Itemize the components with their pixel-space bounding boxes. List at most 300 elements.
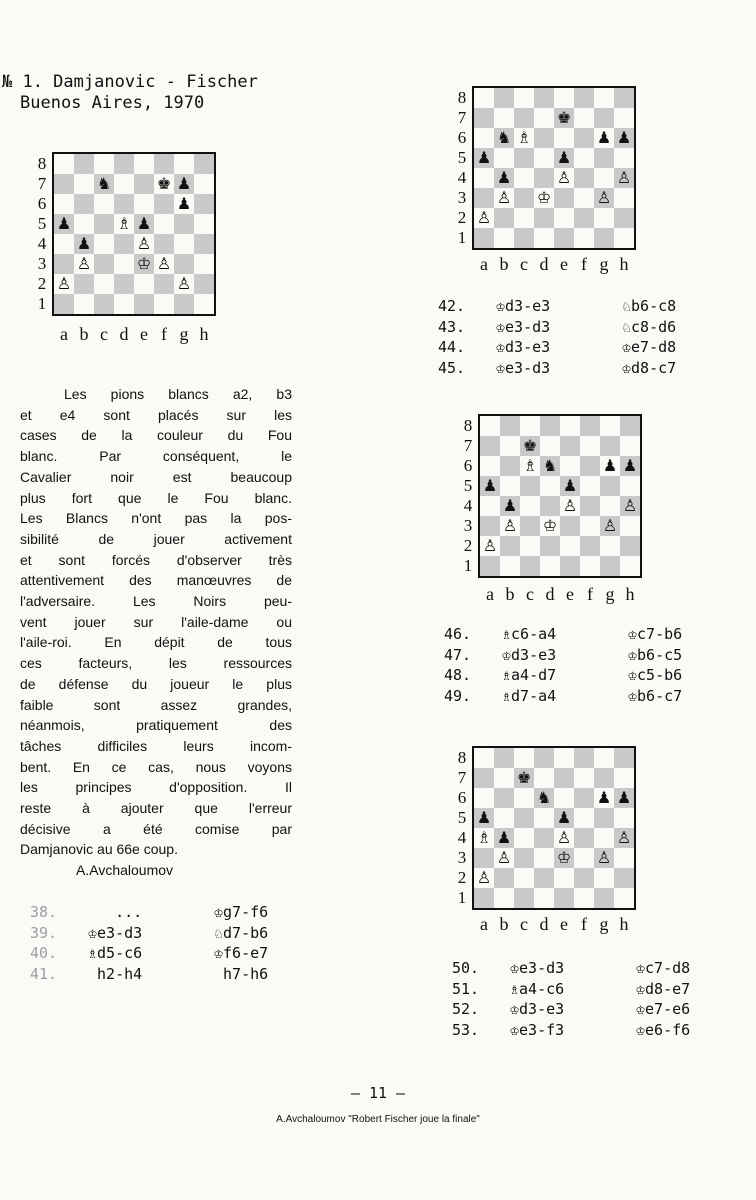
- white-move: ♔d3-e3: [496, 297, 551, 315]
- square-h7: [614, 768, 634, 788]
- black-pawn-icon: ♟: [562, 476, 578, 495]
- square-a7: [54, 174, 74, 194]
- square-a5: [54, 214, 74, 234]
- file-label: d: [539, 914, 549, 934]
- rank-label: 1: [463, 556, 473, 575]
- square-c8: [520, 416, 540, 436]
- square-f4: [580, 496, 600, 516]
- move-list-46-49: [444, 624, 728, 706]
- move-row: [30, 943, 314, 964]
- square-g4: [594, 828, 614, 848]
- square-a8: [480, 416, 500, 436]
- square-h3: [620, 516, 640, 536]
- square-d1: [534, 228, 554, 248]
- rank-label: 4: [37, 234, 47, 253]
- square-d5: [534, 148, 554, 168]
- white-pawn-icon: ♙: [482, 536, 498, 555]
- square-b2: [74, 274, 94, 294]
- white-bishop-icon: ♗: [522, 456, 538, 475]
- square-g6: [174, 194, 194, 214]
- move-number: 51.: [452, 979, 480, 998]
- square-c7: [520, 436, 540, 456]
- square-b3: [494, 848, 514, 868]
- black-move: ♔e7-d8: [622, 338, 677, 356]
- square-g1: [594, 888, 614, 908]
- move-number: 45.: [438, 358, 466, 377]
- square-a8: [54, 154, 74, 174]
- move-number: 50.: [452, 959, 480, 977]
- square-a1: [480, 556, 500, 576]
- black-pawn-icon: ♟: [616, 788, 632, 807]
- black-king-icon: ♚: [516, 768, 532, 787]
- square-a2: [54, 274, 74, 294]
- square-h7: [194, 174, 214, 194]
- square-c1: [94, 294, 114, 314]
- square-d2: [534, 208, 554, 228]
- square-b7: [494, 768, 514, 788]
- square-a6: [474, 788, 494, 808]
- commentary-line: décisive a été comise par: [20, 820, 292, 837]
- file-label: d: [119, 324, 129, 344]
- move-row: [444, 686, 728, 707]
- square-e8: [554, 748, 574, 768]
- file-label: f: [161, 324, 167, 344]
- white-move: ♔e3-d3: [510, 959, 565, 977]
- square-f1: [574, 888, 594, 908]
- square-c5: [520, 476, 540, 496]
- black-move: ♘c8-d6: [622, 317, 677, 336]
- square-c2: [514, 208, 534, 228]
- square-a8: [474, 748, 494, 768]
- square-g8: [594, 748, 614, 768]
- game-title-players: № 1. Damjanovic - Fischer: [2, 72, 258, 92]
- square-e2: [554, 868, 574, 888]
- rank-labels: [460, 416, 476, 576]
- white-pawn-icon: ♙: [556, 168, 572, 187]
- white-move: ♗a4-d7: [502, 666, 557, 684]
- square-d1: [114, 294, 134, 314]
- square-b5: [74, 214, 94, 234]
- move-number: 40.: [30, 944, 58, 962]
- square-e8: [134, 154, 154, 174]
- square-g8: [594, 88, 614, 108]
- rank-label: 3: [457, 188, 467, 207]
- black-pawn-icon: ♟: [496, 168, 512, 187]
- commentary-line: attentivement des manœuvres de: [20, 572, 292, 589]
- white-move: ♔d3-e3: [510, 1000, 565, 1018]
- square-g8: [174, 154, 194, 174]
- square-e6: [554, 128, 574, 148]
- black-move: ♔f6-e7: [214, 944, 269, 962]
- square-c1: [520, 556, 540, 576]
- square-d6: [114, 194, 134, 214]
- square-d4: [540, 496, 560, 516]
- white-pawn-icon: ♙: [596, 188, 612, 207]
- square-e6: [134, 194, 154, 214]
- black-move: ♘b6-c8: [622, 297, 677, 315]
- file-label: b: [499, 254, 509, 274]
- white-king-icon: ♔: [556, 848, 572, 867]
- square-e6: [560, 456, 580, 476]
- file-label: g: [605, 584, 615, 604]
- black-pawn-icon: ♟: [596, 788, 612, 807]
- rank-label: 6: [457, 788, 467, 807]
- black-king-icon: ♚: [556, 108, 572, 127]
- square-e8: [554, 88, 574, 108]
- white-move: ♔d3-e3: [496, 338, 551, 356]
- square-b2: [494, 868, 514, 888]
- square-e1: [554, 888, 574, 908]
- file-labels: [54, 324, 214, 345]
- square-e7: [134, 174, 154, 194]
- commentary-line: Damjanovic au 66e coup.: [20, 841, 178, 858]
- square-f5: [574, 808, 594, 828]
- square-b2: [500, 536, 520, 556]
- square-g1: [600, 556, 620, 576]
- square-c8: [514, 88, 534, 108]
- square-a2: [474, 208, 494, 228]
- rank-label: 5: [37, 214, 47, 233]
- move-row: [438, 337, 722, 358]
- square-f4: [154, 234, 174, 254]
- square-f3: [574, 848, 594, 868]
- square-f7: [154, 174, 174, 194]
- commentary-line: les principes d'opposition. Il: [20, 779, 292, 796]
- white-bishop-icon: ♗: [516, 128, 532, 147]
- square-f4: [574, 168, 594, 188]
- square-h6: [194, 194, 214, 214]
- black-pawn-icon: ♟: [176, 194, 192, 213]
- square-b1: [494, 888, 514, 908]
- square-e2: [560, 536, 580, 556]
- commentary-line: l'adversaire. Les Noirs peu-: [20, 593, 292, 610]
- square-c6: [520, 456, 540, 476]
- white-pawn-icon: ♙: [476, 208, 492, 227]
- square-c8: [94, 154, 114, 174]
- rank-label: 8: [463, 416, 473, 435]
- square-d8: [534, 88, 554, 108]
- square-g4: [174, 234, 194, 254]
- white-pawn-icon: ♙: [76, 254, 92, 273]
- square-a6: [474, 128, 494, 148]
- square-b8: [74, 154, 94, 174]
- square-b4: [500, 496, 520, 516]
- black-pawn-icon: ♟: [556, 808, 572, 827]
- square-b8: [494, 88, 514, 108]
- square-d5: [540, 476, 560, 496]
- rank-label: 5: [457, 148, 467, 167]
- square-g7: [174, 174, 194, 194]
- square-b3: [74, 254, 94, 274]
- square-e4: [554, 828, 574, 848]
- square-h2: [614, 208, 634, 228]
- square-g2: [600, 536, 620, 556]
- white-move: h2-h4: [88, 964, 143, 983]
- square-b1: [74, 294, 94, 314]
- move-number: 47.: [444, 645, 472, 664]
- square-c4: [94, 234, 114, 254]
- black-pawn-icon: ♟: [616, 128, 632, 147]
- square-b6: [74, 194, 94, 214]
- rank-label: 2: [457, 868, 467, 887]
- square-e3: [560, 516, 580, 536]
- move-number: 49.: [444, 686, 472, 705]
- square-e7: [554, 108, 574, 128]
- square-b4: [494, 168, 514, 188]
- black-king-icon: ♚: [522, 436, 538, 455]
- square-a8: [474, 88, 494, 108]
- white-pawn-icon: ♙: [496, 848, 512, 867]
- file-label: d: [539, 254, 549, 274]
- square-c7: [514, 108, 534, 128]
- file-label: e: [560, 914, 568, 934]
- square-d8: [534, 748, 554, 768]
- square-e8: [560, 416, 580, 436]
- square-d5: [534, 808, 554, 828]
- black-pawn-icon: ♟: [56, 214, 72, 233]
- black-pawn-icon: ♟: [602, 456, 618, 475]
- square-h7: [620, 436, 640, 456]
- square-a2: [474, 868, 494, 888]
- square-a4: [480, 496, 500, 516]
- commentary-line: de défense du joueur le plus: [20, 675, 292, 692]
- move-number: 39.: [30, 923, 58, 942]
- black-pawn-icon: ♟: [476, 808, 492, 827]
- white-king-icon: ♔: [542, 516, 558, 535]
- square-h3: [614, 188, 634, 208]
- square-g1: [174, 294, 194, 314]
- square-f3: [154, 254, 174, 274]
- move-number: 46.: [444, 625, 472, 643]
- rank-label: 4: [457, 828, 467, 847]
- commentary-line: vent jouer sur l'aile-dame ou: [20, 613, 292, 630]
- chessboard: [478, 414, 642, 578]
- white-move: ♗a4-c6: [510, 979, 565, 998]
- rank-label: 7: [463, 436, 473, 455]
- square-h1: [194, 294, 214, 314]
- commentary-line: Cavalier noir est beaucoup: [20, 468, 292, 485]
- black-pawn-icon: ♟: [136, 214, 152, 233]
- white-move: ♔e3-d3: [88, 923, 143, 942]
- square-d8: [114, 154, 134, 174]
- square-d6: [534, 788, 554, 808]
- square-h8: [194, 154, 214, 174]
- square-a6: [480, 456, 500, 476]
- rank-label: 8: [37, 154, 47, 173]
- white-move: ♔d3-e3: [502, 645, 557, 664]
- move-number: 48.: [444, 666, 472, 684]
- white-pawn-icon: ♙: [616, 168, 632, 187]
- square-h5: [614, 808, 634, 828]
- square-f7: [580, 436, 600, 456]
- square-f1: [154, 294, 174, 314]
- square-f2: [154, 274, 174, 294]
- move-row: [452, 979, 736, 1000]
- file-label: d: [545, 584, 555, 604]
- square-g6: [594, 788, 614, 808]
- square-e2: [554, 208, 574, 228]
- square-c3: [520, 516, 540, 536]
- square-e5: [554, 808, 574, 828]
- square-d1: [540, 556, 560, 576]
- black-move: ♔c7-d8: [636, 959, 691, 977]
- square-g3: [174, 254, 194, 274]
- move-row: [438, 317, 722, 338]
- black-move: ♔e7-e6: [636, 1000, 691, 1018]
- square-a1: [474, 228, 494, 248]
- black-pawn-icon: ♟: [596, 128, 612, 147]
- square-d7: [540, 436, 560, 456]
- square-f5: [574, 148, 594, 168]
- square-g5: [594, 148, 614, 168]
- square-h1: [614, 888, 634, 908]
- black-move: h7-h6: [214, 964, 269, 983]
- white-move: ♔e3-f3: [510, 1020, 565, 1039]
- square-d8: [540, 416, 560, 436]
- square-c2: [520, 536, 540, 556]
- square-c4: [520, 496, 540, 516]
- square-g3: [594, 188, 614, 208]
- square-a1: [54, 294, 74, 314]
- file-label: g: [179, 324, 189, 344]
- white-king-icon: ♔: [136, 254, 152, 273]
- commentary-line: et e4 sont placés sur les: [20, 406, 292, 423]
- square-a7: [474, 768, 494, 788]
- file-label: a: [480, 914, 488, 934]
- black-move: ♔g7-f6: [214, 903, 269, 921]
- square-c5: [514, 808, 534, 828]
- square-b2: [494, 208, 514, 228]
- square-a5: [474, 808, 494, 828]
- move-list-50-53: [452, 958, 736, 1040]
- chessboard: [52, 152, 216, 316]
- move-row: [452, 958, 736, 979]
- square-h4: [614, 828, 634, 848]
- square-c8: [514, 748, 534, 768]
- rank-label: 3: [463, 516, 473, 535]
- black-move: ♔d8-c7: [622, 358, 677, 377]
- move-row: [444, 645, 728, 666]
- rank-label: 2: [457, 208, 467, 227]
- square-h4: [614, 168, 634, 188]
- rank-label: 1: [37, 294, 47, 313]
- square-h4: [620, 496, 640, 516]
- square-e5: [134, 214, 154, 234]
- white-pawn-icon: ♙: [156, 254, 172, 273]
- square-g1: [594, 228, 614, 248]
- square-a2: [480, 536, 500, 556]
- square-a7: [480, 436, 500, 456]
- square-g7: [594, 108, 614, 128]
- white-pawn-icon: ♙: [596, 848, 612, 867]
- commentary-line: reste à ajouter que l'erreur: [20, 800, 292, 817]
- white-move: ♔e3-d3: [496, 358, 551, 377]
- rank-label: 2: [37, 274, 47, 293]
- square-g2: [174, 274, 194, 294]
- file-label: g: [599, 914, 609, 934]
- square-h6: [614, 788, 634, 808]
- white-move: ♗c6-a4: [502, 625, 557, 643]
- square-c3: [514, 848, 534, 868]
- square-d7: [534, 768, 554, 788]
- square-a4: [474, 828, 494, 848]
- move-number: 42.: [438, 297, 466, 315]
- square-b4: [494, 828, 514, 848]
- square-f5: [154, 214, 174, 234]
- file-labels: [474, 254, 634, 275]
- white-move: ...: [88, 903, 143, 921]
- move-row: [444, 624, 728, 645]
- square-g6: [594, 128, 614, 148]
- square-e5: [560, 476, 580, 496]
- square-a3: [480, 516, 500, 536]
- square-h2: [194, 274, 214, 294]
- square-e6: [554, 788, 574, 808]
- rank-label: 4: [457, 168, 467, 187]
- black-pawn-icon: ♟: [496, 828, 512, 847]
- square-b5: [494, 148, 514, 168]
- rank-labels: [34, 154, 50, 314]
- white-move: ♗d7-a4: [502, 686, 557, 705]
- square-e7: [560, 436, 580, 456]
- white-pawn-icon: ♙: [556, 828, 572, 847]
- white-move: ♗d5-c6: [88, 944, 143, 962]
- move-list-42-45: [438, 296, 722, 378]
- square-e7: [554, 768, 574, 788]
- square-e1: [560, 556, 580, 576]
- square-e4: [554, 168, 574, 188]
- square-g7: [594, 768, 614, 788]
- file-label: b: [79, 324, 89, 344]
- square-g2: [594, 208, 614, 228]
- commentary-line: Les pions blancs a2, b3: [64, 386, 292, 402]
- file-label: f: [581, 254, 587, 274]
- square-g6: [600, 456, 620, 476]
- square-e3: [554, 188, 574, 208]
- square-g3: [594, 848, 614, 868]
- square-f7: [574, 108, 594, 128]
- square-a6: [54, 194, 74, 214]
- square-d4: [114, 234, 134, 254]
- black-pawn-icon: ♟: [622, 456, 638, 475]
- move-row: [438, 358, 722, 379]
- black-knight-icon: ♞: [536, 788, 552, 807]
- rank-label: 5: [463, 476, 473, 495]
- square-b8: [500, 416, 520, 436]
- move-row: [438, 296, 722, 317]
- square-f8: [574, 748, 594, 768]
- square-b4: [74, 234, 94, 254]
- square-a7: [474, 108, 494, 128]
- square-b6: [494, 128, 514, 148]
- commentary-line: cases de la couleur du Fou: [20, 427, 292, 444]
- commentary-author: A.Avchaloumov: [76, 862, 174, 878]
- square-b3: [500, 516, 520, 536]
- square-g2: [594, 868, 614, 888]
- square-g7: [600, 436, 620, 456]
- square-h8: [620, 416, 640, 436]
- square-b7: [74, 174, 94, 194]
- file-label: h: [625, 584, 635, 604]
- chessboard: [472, 86, 636, 250]
- square-b1: [494, 228, 514, 248]
- file-label: e: [560, 254, 568, 274]
- square-h8: [614, 88, 634, 108]
- square-a1: [474, 888, 494, 908]
- file-label: h: [199, 324, 209, 344]
- square-h2: [620, 536, 640, 556]
- square-f6: [580, 456, 600, 476]
